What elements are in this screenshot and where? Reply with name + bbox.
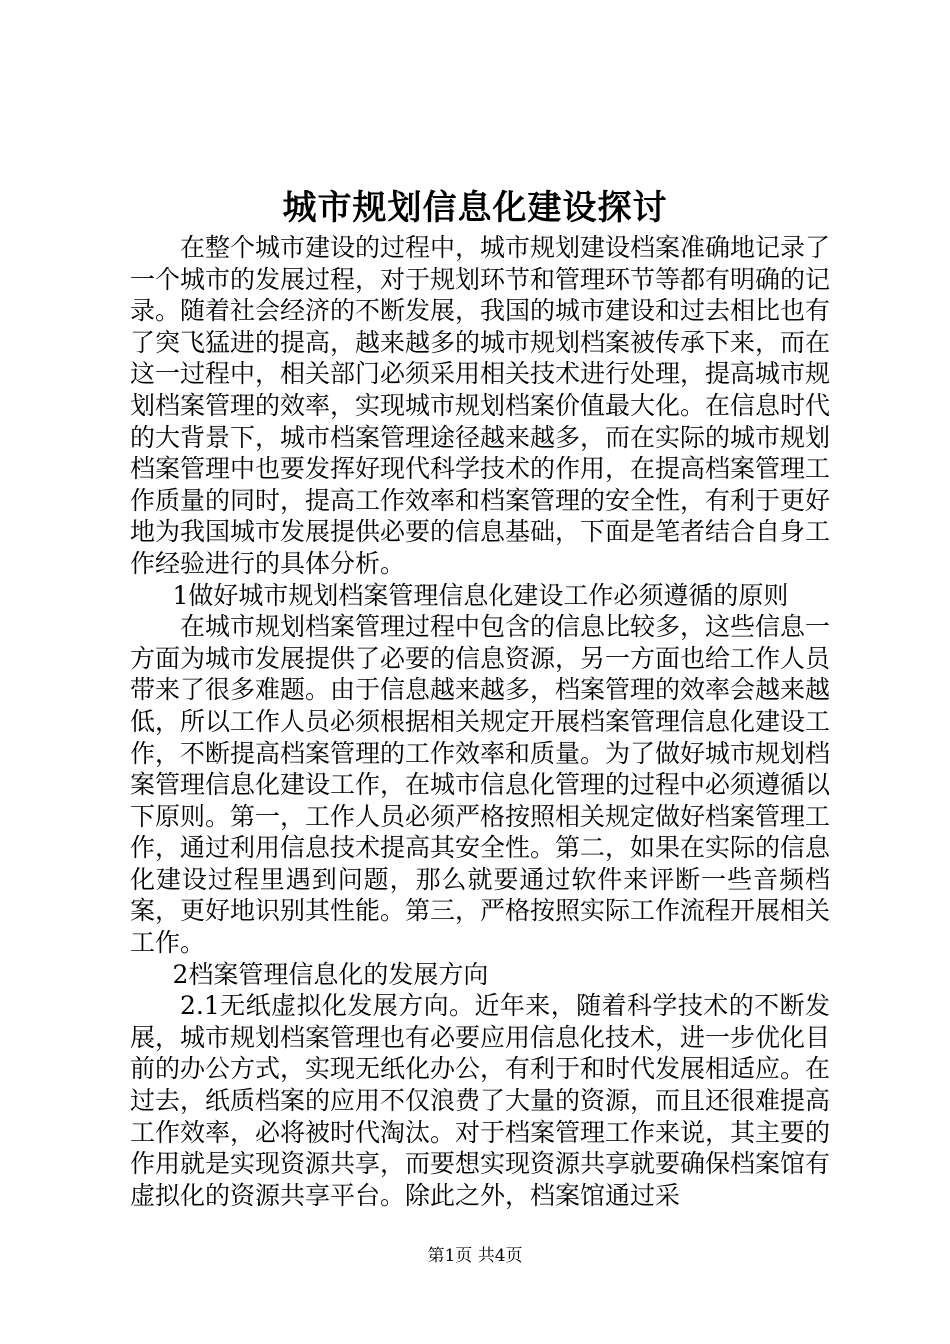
document-title: 城市规划信息化建设探讨 — [282, 188, 668, 228]
section-heading-1: 1做好城市规划档案管理信息化建设工作必须遵循的原则 — [172, 580, 789, 610]
page-footer: 第1页 共4页 — [427, 1246, 523, 1266]
paragraph-paperless: 2.1无纸虚拟化发展方向。近年来，随着科学技术的不断发展，城市规划档案管理也有必要应用信息化技术，进一步优化目前的办公方式，实现无纸化办公，有利于和时代发展相适应。在过去，纸质档案的应用不仅浪费了大量的资源，而且还很难提高工作效率，必将被时代淘汰。对于档案管理工作来说，其主要的作用就是实现资源共享，而要想实现资源共享就要确保档案馆有虚拟化的资源共享平台。除此之外，档案馆通过采 — [130, 991, 831, 1210]
document-body — [130, 232, 830, 1211]
paragraph-principles: 在城市规划档案管理过程中包含的信息比较多，这些信息一方面为城市发展提供了必要的信息资源，另一方面也给工作人员带来了很多难题。由于信息越来越多，档案管理的效率会越来越低，所以工作人员必须根据相关规定开展档案管理信息化建设工作，不断提高档案管理的工作效率和质量。为了做好城市规划档案管理信息化建设工作，在城市信息化管理的过程中必须遵循以下原则。第一，工作人员必须严格按照相关规定做好档案管理工作，通过利用信息技术提高其安全性。第二，如果在实际的信息化建设过程里遇到问题，那么就要通过软件来评断一些音频档案，更好地识别其性能。第三，严格按照实际工作流程开展相关工作。 — [130, 612, 831, 958]
section-heading-2: 2档案管理信息化的发展方向 — [172, 959, 489, 989]
paragraph-intro: 在整个城市建设的过程中，城市规划建设档案准确地记录了一个城市的发展过程，对于规划环节和管理环节等都有明确的记录。随着社会经济的不断发展，我国的城市建设和过去相比也有了突飞猛进的提高，越来越多的城市规划档案被传承下来，而在这一过程中，相关部门必须采用相关技术进行处理，提高城市规划档案管理的效率，实现城市规划档案价值最大化。在信息时代的大背景下，城市档案管理途径越来越多，而在实际的城市规划档案管理中也要发挥好现代科学技术的作用，在提高档案管理工作质量的同时，提高工作效率和档案管理的安全性，有利于更好地为我国城市发展提供必要的信息基础，下面是笔者结合自身工作经验进行的具体分析。 — [130, 233, 831, 578]
